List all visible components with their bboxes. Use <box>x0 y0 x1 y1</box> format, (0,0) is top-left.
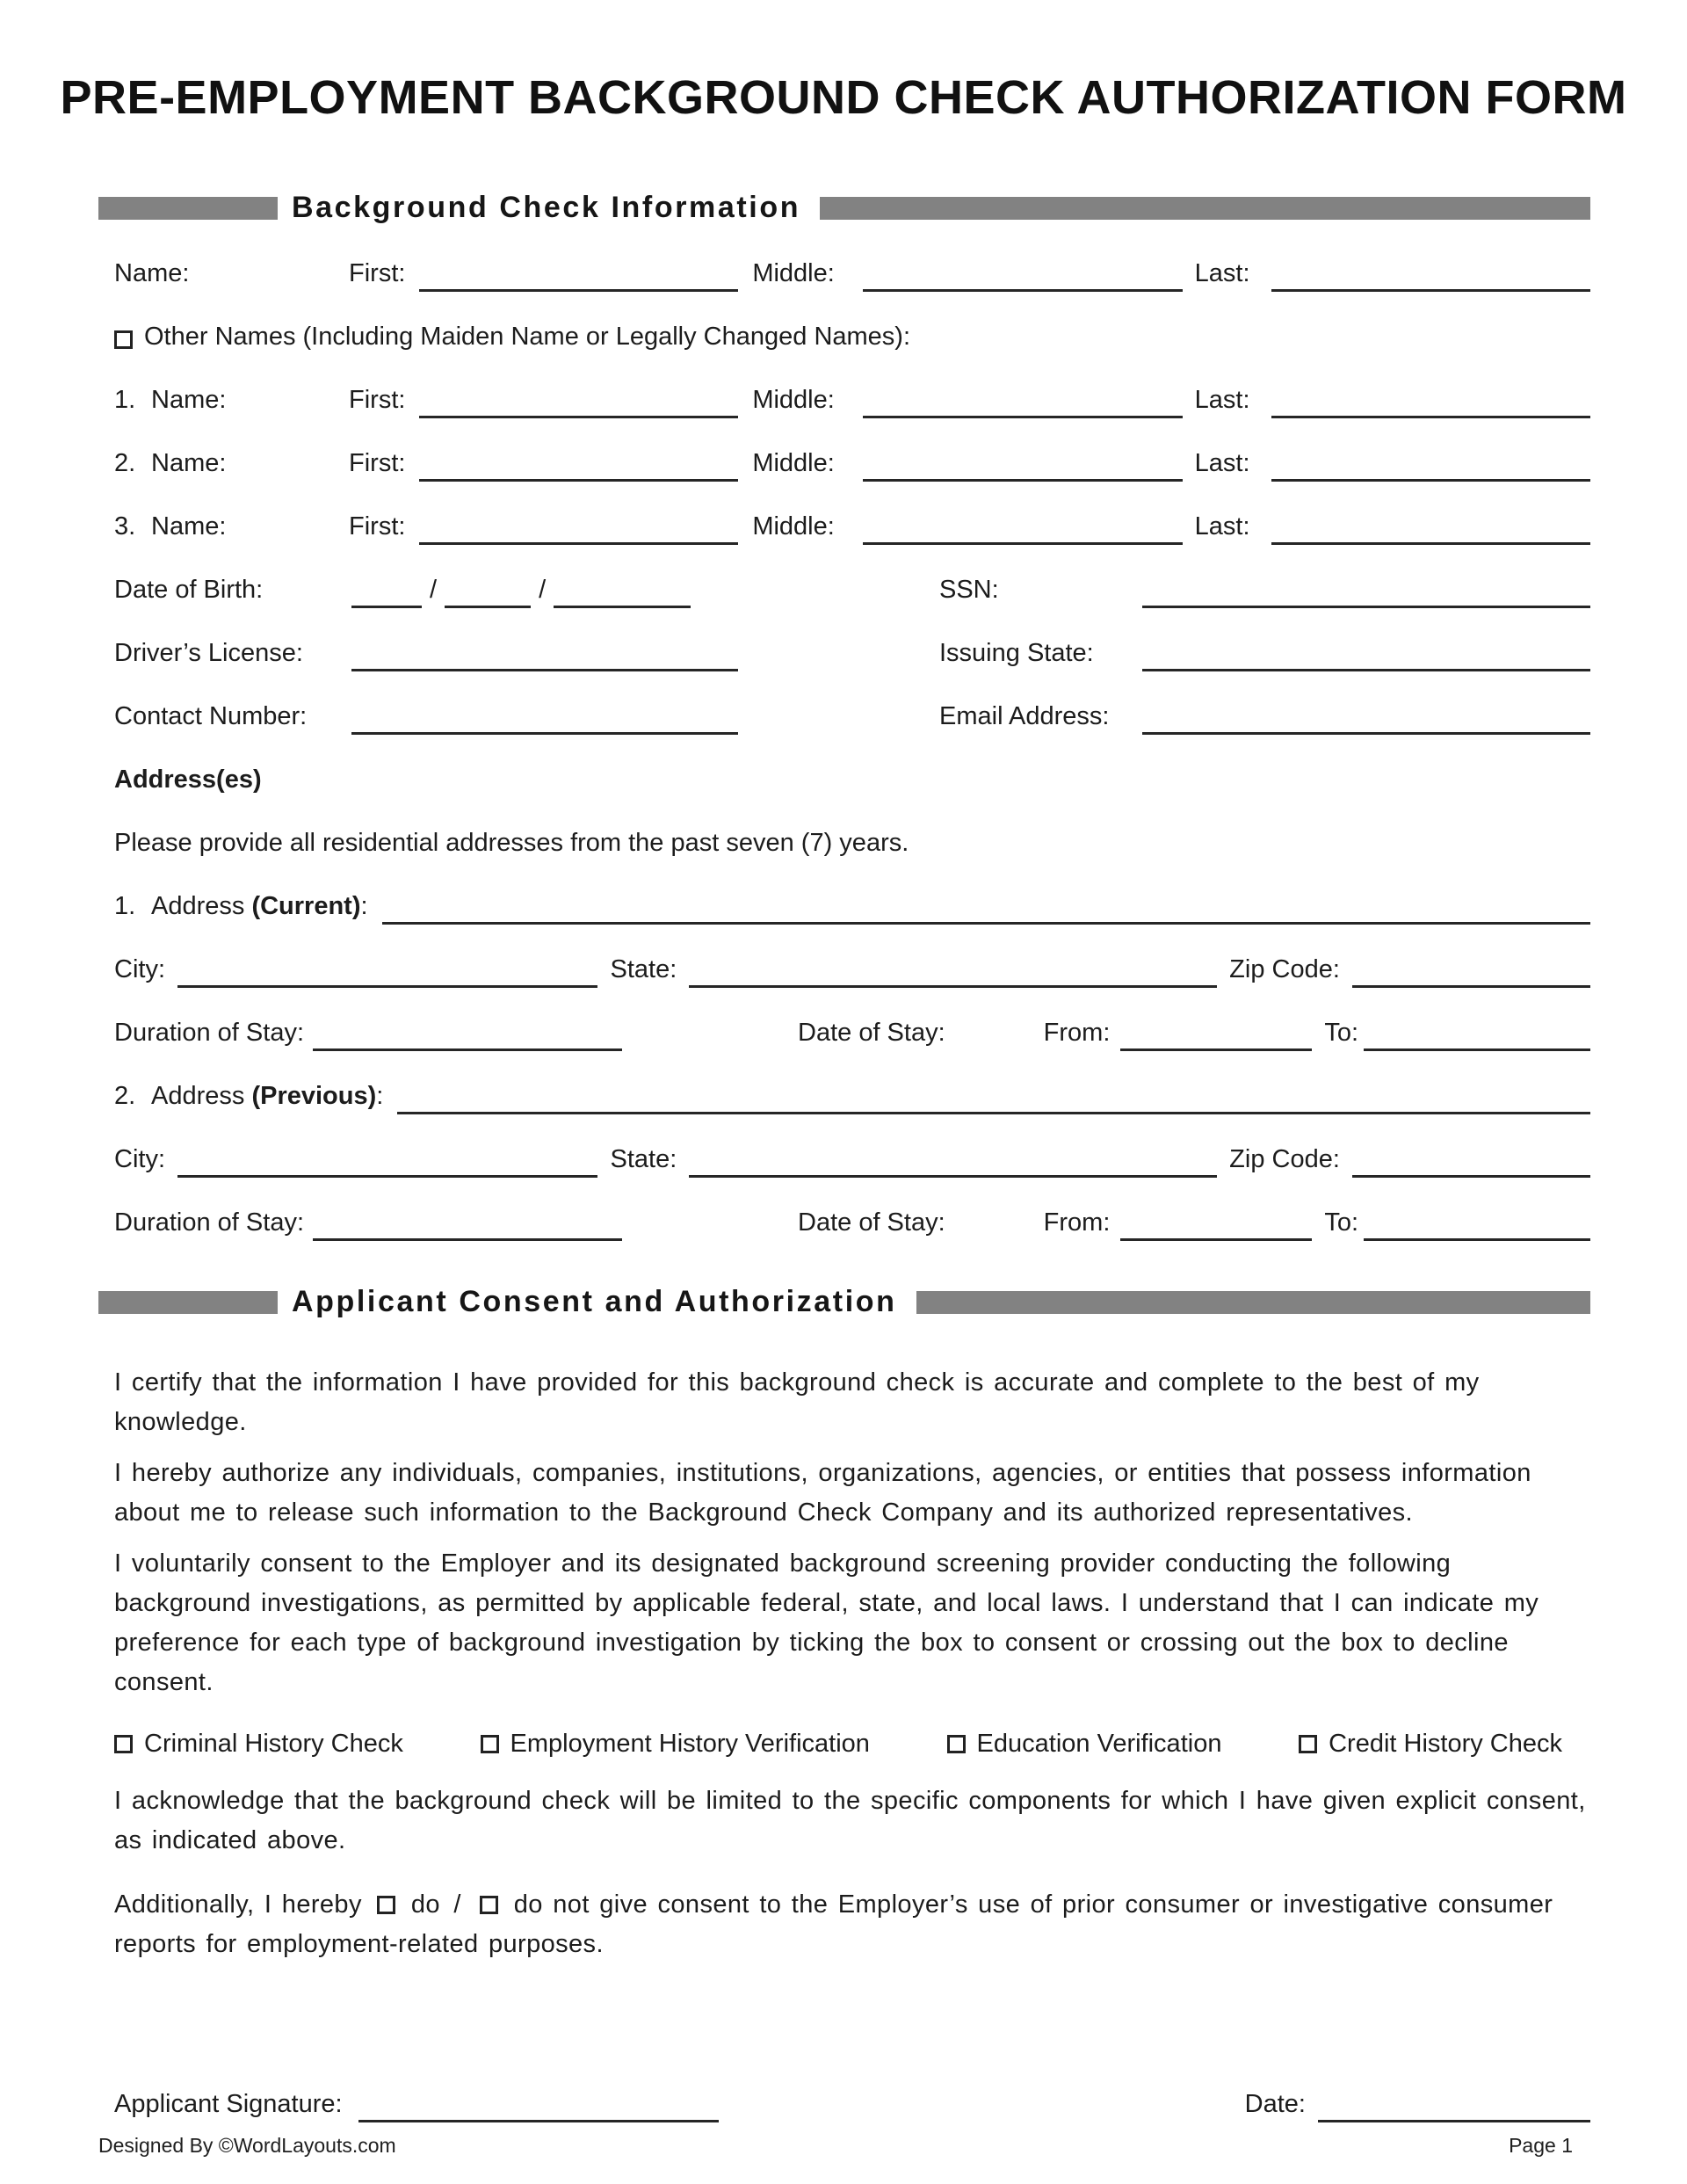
consent-paragraph-authorize: I hereby authorize any individuals, companies, institutions, organizations, agencies, or entities that possess information about me to release such information to the Background Check Company and its authorized representatives. <box>114 1459 1531 1527</box>
middle-label: Middle: <box>752 512 835 541</box>
section-bar-right <box>916 1291 1591 1314</box>
consent-paragraph-voluntary: I voluntarily consent to the Employer and its designated background screening provider conducting the following background investigations, as permitted by applicable federal, state, and local laws. I understand that I can indicate my preference for each type of background investigation by ticking the box to consent or crossing out the box to decline consent. <box>114 1549 1539 1697</box>
name-label: Name: <box>114 259 190 288</box>
zip-line[interactable] <box>1352 985 1590 988</box>
last-label: Last: <box>1194 449 1250 478</box>
first-label: First: <box>349 386 406 415</box>
consent-checkbox-row <box>114 1720 1562 1759</box>
middle-name-line[interactable] <box>863 479 1182 482</box>
state-label: State: <box>610 1145 677 1174</box>
previous-address-line[interactable] <box>397 1112 1590 1114</box>
name-row <box>114 250 1590 288</box>
dob-separator: / <box>539 576 547 605</box>
duration-line[interactable] <box>313 1238 622 1241</box>
address-label: Address <box>151 1082 245 1111</box>
middle-name-line[interactable] <box>863 289 1182 292</box>
from-line[interactable] <box>1120 1048 1312 1051</box>
address-label: Address <box>151 892 245 921</box>
first-label: First: <box>349 512 406 541</box>
date-of-stay-label: Date of Stay: <box>798 1208 945 1237</box>
email-line[interactable] <box>1142 732 1590 735</box>
previous-address-row: 2. Address (Previous): <box>114 1072 1590 1111</box>
other-names-checkbox[interactable] <box>114 330 133 349</box>
dob-label: Date of Birth: <box>114 576 264 605</box>
page-number: Page 1 <box>1509 2134 1573 2157</box>
credit-history-label: Credit History Check <box>1329 1730 1562 1759</box>
city-label: City: <box>114 1145 165 1174</box>
middle-name-line[interactable] <box>863 416 1182 418</box>
address-type-label: (Previous) <box>251 1082 377 1111</box>
other-name-row-1 <box>114 376 1590 415</box>
employment-history-option <box>481 1730 870 1759</box>
state-line[interactable] <box>689 1175 1217 1178</box>
to-line[interactable] <box>1364 1238 1590 1241</box>
employment-history-checkbox[interactable] <box>481 1735 499 1753</box>
consent-paragraph-certify: I certify that the information I have provided for this background check is accurate and complete to the best of my knowledge. <box>114 1368 1480 1437</box>
other-name-row-2 <box>114 439 1590 478</box>
name-label: Name: <box>151 386 227 415</box>
first-label: First: <box>349 449 406 478</box>
dob-year-line[interactable] <box>554 606 691 608</box>
middle-label: Middle: <box>752 386 835 415</box>
section-heading: Applicant Consent and Authorization <box>292 1285 897 1319</box>
other-name-row-3 <box>114 503 1590 541</box>
row-number: 1. <box>114 386 136 415</box>
education-verification-label: Education Verification <box>976 1730 1222 1759</box>
section-bar-left <box>98 197 278 220</box>
duration-label: Duration of Stay: <box>114 1208 304 1237</box>
last-name-line[interactable] <box>1271 416 1590 418</box>
current-address-row: 1. Address (Current): <box>114 882 1590 921</box>
section-header-applicant-consent <box>98 1285 1590 1319</box>
contact-number-line[interactable] <box>351 732 738 735</box>
middle-name-line[interactable] <box>863 542 1182 545</box>
education-verification-option <box>947 1730 1222 1759</box>
row-number: 2. <box>114 449 136 478</box>
current-city-state-zip-row <box>114 946 1590 984</box>
zip-label: Zip Code: <box>1229 1145 1340 1174</box>
addresses-heading: Address(es) <box>114 765 262 795</box>
signature-row <box>114 2080 1590 2119</box>
education-verification-checkbox[interactable] <box>947 1735 966 1753</box>
state-line[interactable] <box>689 985 1217 988</box>
first-name-line[interactable] <box>419 542 738 545</box>
section-bar-left <box>98 1291 278 1314</box>
consent-paragraph-acknowledge: I acknowledge that the background check will be limited to the specific components for which I have given explicit consent, as indicated above. <box>114 1787 1586 1855</box>
addresses-instruction: Please provide all residential addresses from the past seven (7) years. <box>114 829 909 858</box>
city-line[interactable] <box>177 1175 597 1178</box>
to-line[interactable] <box>1364 1048 1590 1051</box>
row-number: 3. <box>114 512 136 541</box>
last-label: Last: <box>1194 259 1250 288</box>
drivers-license-label: Driver’s License: <box>114 639 303 668</box>
state-label: State: <box>610 955 677 984</box>
signature-line[interactable] <box>358 2120 719 2122</box>
dob-ssn-row <box>114 566 1590 605</box>
address-type-label: (Current) <box>251 892 361 921</box>
from-line[interactable] <box>1120 1238 1312 1241</box>
last-name-line[interactable] <box>1271 542 1590 545</box>
contact-email-row <box>114 693 1590 731</box>
other-names-label: Other Names (Including Maiden Name or Legally Changed Names): <box>144 323 911 352</box>
from-label: From: <box>1043 1208 1111 1237</box>
license-state-row <box>114 629 1590 668</box>
section-bar-right <box>820 197 1590 220</box>
footer-credit: Designed By ©WordLayouts.com <box>98 2134 396 2157</box>
middle-label: Middle: <box>752 259 835 288</box>
dob-separator: / <box>430 576 438 605</box>
zip-label: Zip Code: <box>1229 955 1340 984</box>
do-not-consent-checkbox[interactable] <box>480 1896 498 1914</box>
issuing-state-label: Issuing State: <box>939 639 1094 668</box>
criminal-history-checkbox[interactable] <box>114 1735 133 1753</box>
criminal-history-label: Criminal History Check <box>144 1730 403 1759</box>
credit-history-option <box>1299 1730 1562 1759</box>
ssn-label: SSN: <box>939 576 999 605</box>
do-consent-checkbox[interactable] <box>377 1896 395 1914</box>
signature-date-line[interactable] <box>1318 2120 1590 2122</box>
employment-history-label: Employment History Verification <box>510 1730 870 1759</box>
to-label: To: <box>1324 1208 1359 1237</box>
current-address-line[interactable] <box>382 922 1590 925</box>
first-name-line[interactable] <box>419 479 738 482</box>
from-label: From: <box>1043 1019 1111 1048</box>
zip-line[interactable] <box>1352 1175 1590 1178</box>
section-header-background-check-info <box>98 191 1590 225</box>
issuing-state-line[interactable] <box>1142 669 1590 671</box>
consent-paragraph-reports: Additionally, I hereby do / do not give consent to the Employer’s use of prior consumer or investigative consumer reports for employment-related purposes. <box>114 1890 1553 1959</box>
date-of-stay-label: Date of Stay: <box>798 1019 945 1048</box>
to-label: To: <box>1324 1019 1359 1048</box>
contact-number-label: Contact Number: <box>114 702 308 731</box>
current-duration-row <box>114 1009 1590 1048</box>
first-label: First: <box>349 259 406 288</box>
drivers-license-line[interactable] <box>351 669 738 671</box>
name-label: Name: <box>151 449 227 478</box>
other-names-row <box>114 313 1590 352</box>
duration-label: Duration of Stay: <box>114 1019 304 1048</box>
applicant-signature-label: Applicant Signature: <box>114 2090 343 2119</box>
email-label: Email Address: <box>939 702 1110 731</box>
name-label: Name: <box>151 512 227 541</box>
first-name-line[interactable] <box>419 289 738 292</box>
ssn-line[interactable] <box>1142 606 1590 608</box>
row-number: 1. <box>114 892 136 921</box>
last-name-line[interactable] <box>1271 289 1590 292</box>
previous-city-state-zip-row <box>114 1136 1590 1174</box>
last-label: Last: <box>1194 386 1250 415</box>
criminal-history-option <box>114 1730 403 1759</box>
credit-history-checkbox[interactable] <box>1299 1735 1317 1753</box>
previous-duration-row <box>114 1199 1590 1237</box>
page-title: PRE-EMPLOYMENT BACKGROUND CHECK AUTHORIZATION FORM <box>60 71 1627 124</box>
middle-label: Middle: <box>752 449 835 478</box>
first-name-line[interactable] <box>419 416 738 418</box>
date-label: Date: <box>1244 2090 1306 2119</box>
row-number: 2. <box>114 1082 136 1111</box>
section-heading: Background Check Information <box>292 191 801 225</box>
city-label: City: <box>114 955 165 984</box>
page-footer <box>98 2134 1573 2158</box>
last-label: Last: <box>1194 512 1250 541</box>
last-name-line[interactable] <box>1271 479 1590 482</box>
duration-line[interactable] <box>313 1048 622 1051</box>
dob-day-line[interactable] <box>445 606 531 608</box>
dob-month-line[interactable] <box>351 606 422 608</box>
city-line[interactable] <box>177 985 597 988</box>
